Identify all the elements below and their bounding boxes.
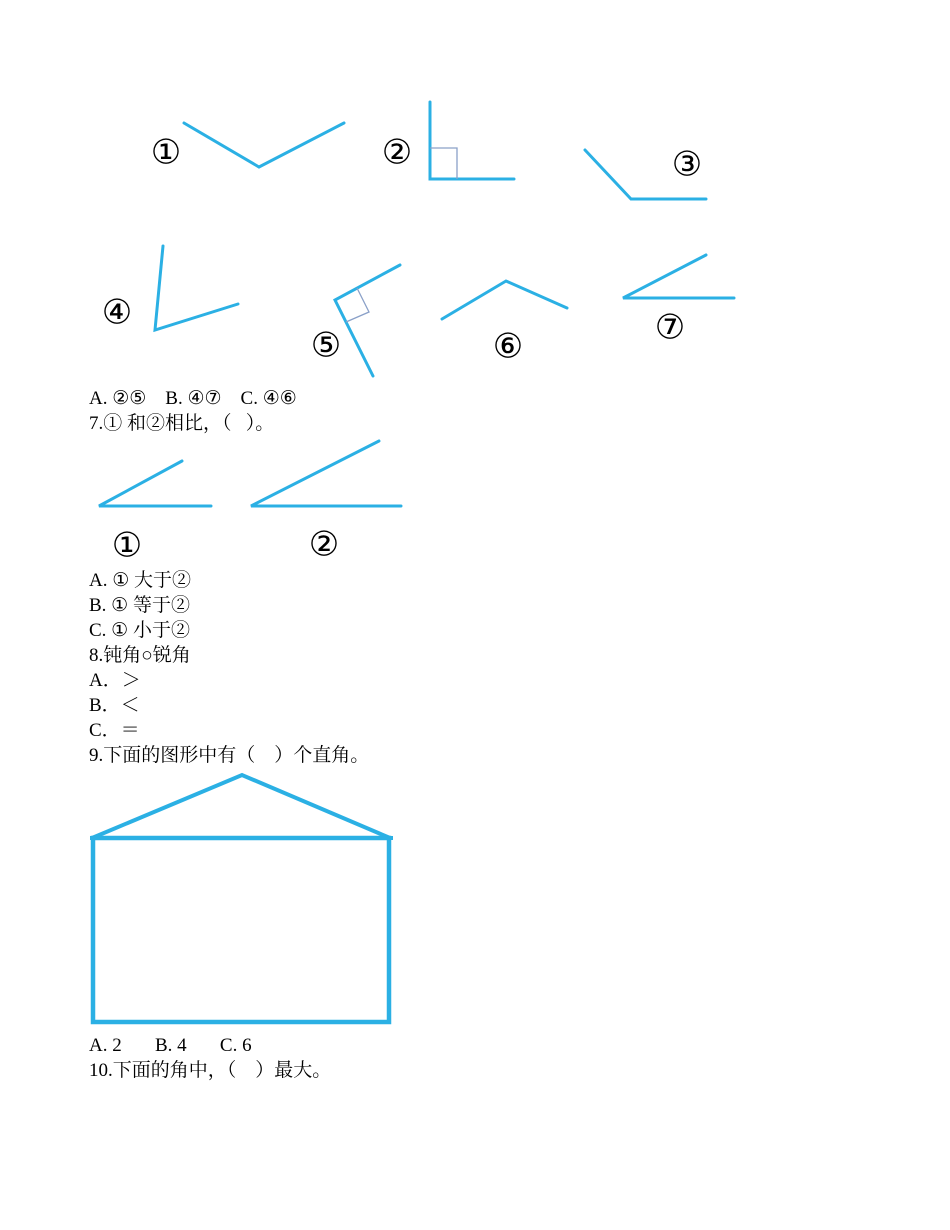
- q9-stem: 9.下面的图形中有（ ）个直角。: [89, 745, 370, 766]
- q8-stem: 8.钝角○锐角: [89, 645, 191, 666]
- angle-1: [184, 123, 344, 167]
- q8-option-b: B．＜: [89, 695, 140, 716]
- q7-option-b: B. ① 等于②: [89, 595, 190, 616]
- q7-angle-2: [251, 441, 401, 506]
- angle-label-6: ⑥: [492, 326, 524, 367]
- angle-label-5: ⑤: [310, 325, 342, 366]
- q8-option-c: C．＝: [89, 720, 140, 741]
- q9-options: A. 2 B. 4 C. 6: [89, 1035, 252, 1056]
- house-body: [93, 838, 389, 1022]
- q9-house-figure: [0, 768, 950, 1033]
- house-roof: [92, 775, 390, 838]
- angle-label-3: ③: [671, 144, 703, 185]
- right-angle-mark-2: [430, 148, 457, 179]
- angle-label-4: ④: [101, 292, 133, 333]
- q6-options: A. ②⑤ B. ④⑦ C. ④⑥: [89, 388, 297, 409]
- angle-2: [430, 102, 514, 179]
- angle-6: [442, 281, 567, 319]
- q8-option-a: A．＞: [89, 670, 141, 691]
- angle-7: [623, 255, 734, 298]
- angle-label-7: ⑦: [654, 307, 686, 348]
- q10-stem: 10.下面的角中，（ ）最大。: [89, 1060, 332, 1081]
- angle-label-1: ①: [150, 132, 182, 173]
- angle-label-2: ②: [381, 132, 413, 173]
- q7-option-c: C. ① 小于②: [89, 620, 190, 641]
- q7-angle-1: [99, 461, 211, 506]
- q7-angles-figure: [0, 435, 950, 575]
- q7-angle-label-2: ②: [308, 524, 340, 565]
- q7-angle-label-1: ①: [111, 525, 143, 566]
- q7-stem: 7.① 和②相比，（ ）。: [89, 413, 275, 434]
- q7-option-a: A. ① 大于②: [89, 570, 192, 591]
- angle-4: [155, 246, 238, 330]
- angle-5: [335, 265, 400, 376]
- q6-angles-figure: [0, 0, 950, 390]
